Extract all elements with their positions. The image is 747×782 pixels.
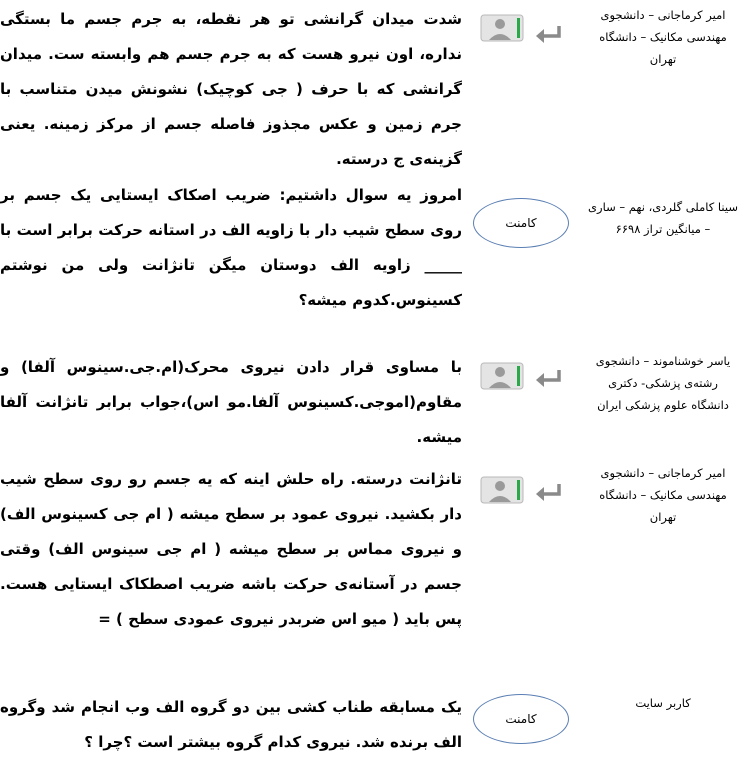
avatar-icon[interactable] bbox=[480, 362, 524, 390]
author-name: امیر کرماجانی – دانشجوی مهندسی مکانیک – دانشگاه تهران bbox=[599, 8, 727, 66]
message-text: با مساوی قرار دادن نیروی محرک(ام.جی.سینوس آلفا) و مقاوم(اموجی.کسینوس آلفا.مو اس)،جواب برابر تانژانت آلفا میشه. bbox=[0, 358, 462, 446]
author-name: کاربر سایت bbox=[635, 696, 691, 710]
post-1 bbox=[0, 0, 747, 180]
message-text: تانژانت درسته. راه حلش اینه که یه جسم رو روی سطح شیب دار بکشید. نیروی عمود بر سطح میشه ( ام جی کسینوس الف) و نیروی مماس بر سطح میشه ( ام جی سینوس الف) وقتی جسم در آستانه‌ی حرکت باشه ضریب اصطکاک ایستایی هست. پس باید ( میو اس ضربدر نیروی عمودی سطح ) = bbox=[0, 470, 462, 628]
post-4 bbox=[0, 462, 747, 692]
author-name: امیر کرماجانی – دانشجوی مهندسی مکانیک – دانشگاه تهران bbox=[599, 466, 727, 524]
post-5 bbox=[0, 690, 747, 782]
author-name: یاسر خوشناموند – دانشجوی رشته‌ی پزشکی- دکتری دانشگاه علوم پزشکی ایران bbox=[595, 354, 731, 412]
comment-button[interactable]: کامنت bbox=[473, 198, 569, 248]
avatar-icon[interactable] bbox=[480, 476, 524, 504]
reply-icon[interactable] bbox=[534, 366, 564, 390]
message-text: یک مسابقه طناب کشی بین دو گروه الف وب انجام شد وگروه الف برنده شد. نیروی کدام گروه بیشتر است ؟چرا ؟ bbox=[0, 698, 462, 751]
avatar-icon[interactable] bbox=[480, 14, 524, 42]
reply-icon[interactable] bbox=[534, 480, 564, 504]
post-3 bbox=[0, 350, 747, 460]
reply-icon[interactable] bbox=[534, 22, 564, 46]
author-name: سینا کاملی گلردی، نهم – ساری – میانگین تراز ۶۶۹۸ bbox=[588, 200, 738, 236]
post-2 bbox=[0, 178, 747, 348]
message-text: شدت میدان گرانشی تو هر نقطه، به جرم جسم ما بستگی نداره، اون نیرو هست که به جرم جسم هم وابسته ست. میدان گرانشی که با حرف ( جی کوچیک) نشونش میدن متناسب با جرم زمین و عکس مجذوز فاصله جسم از مرکز زمینه. یعنی گزینه‌ی ج درسته. bbox=[0, 10, 462, 168]
comment-button[interactable]: کامنت bbox=[473, 694, 569, 744]
message-text: امروز یه سوال داشتیم: ضریب اصکاک ایستایی یک جسم بر روی سطح شیب دار با زاویه الف در استانه حرکت برابر است با _____ زاویه الف دوستان میگن تانژانت ولی من نوشتم کسینوس.کدوم میشه؟ bbox=[0, 186, 462, 309]
